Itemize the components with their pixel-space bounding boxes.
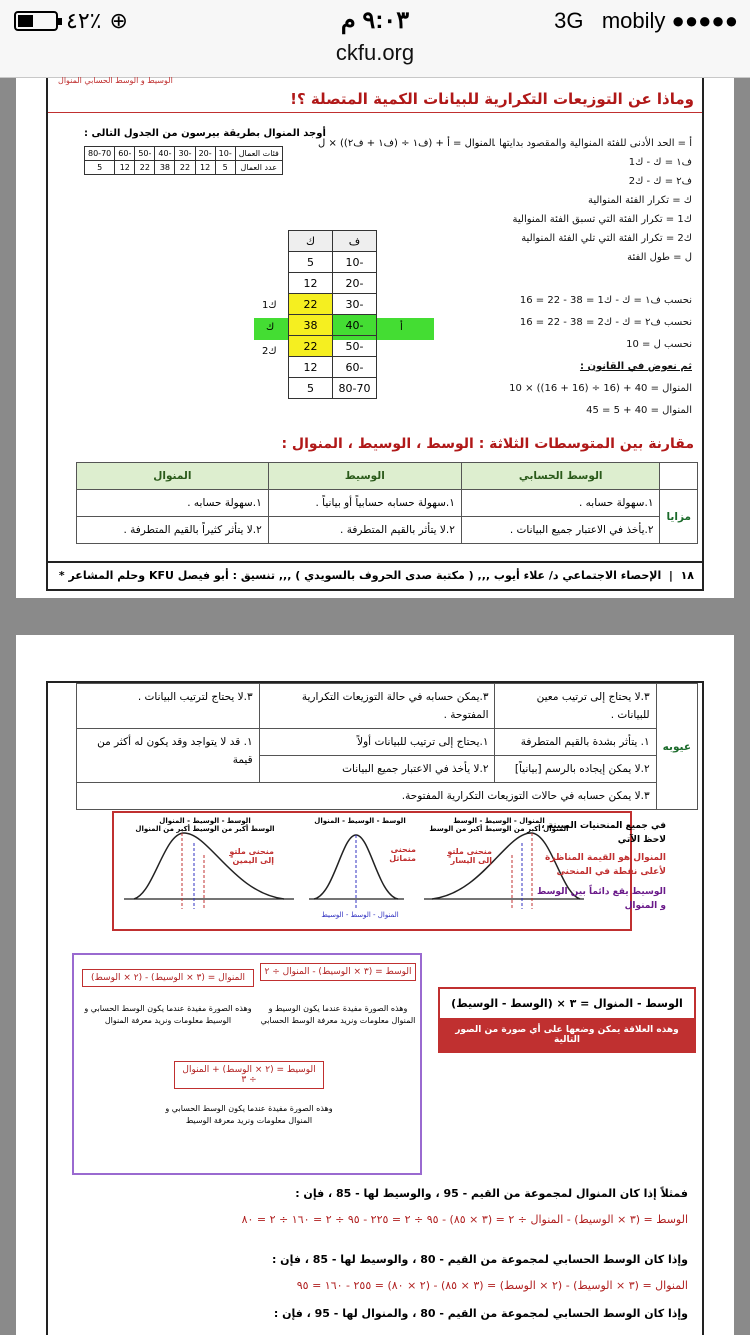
curve-right-skew-label: منحنى ملتوٍ إلى اليمين [229,847,274,865]
list-item: أ = الحد الأدنى للفئة المنوالية والمقصود بدايتها . [492,138,692,149]
table-corner [660,463,698,490]
table-cell: -60 [333,357,377,378]
main-relation-note: وهذه العلاقة يمكن وضعها على أي صورة من الصور التالية [440,1019,694,1051]
curve-right-skew-top [120,817,290,833]
curves-note [536,819,666,913]
table-cell: 5 [289,378,333,399]
table-header: الوسط الحسابي [461,463,660,490]
table-cell: 22 [135,161,155,175]
battery-percent: ٤٢٪ [66,8,102,33]
formula-mean-note: وهذه الصورة مفيدة عندما يكون الوسيط و المنوال معلومات ونريد معرفة الوسط الحسابي [260,1004,416,1025]
table-cell: 22 [289,336,333,357]
list-item: نحسب ل = 10 [626,339,692,350]
status-bar [0,0,750,40]
table-cell: -50 [135,147,155,161]
page-top-cut-text: الوسيط و الوسط الحسابي المنوال [58,76,173,85]
table-cell: ١. يتأثر بشدة بالقيم المتطرفة [495,729,656,756]
table-cell: ١.يحتاج إلى ترتيب للبيانات أولاً [259,729,495,756]
curve-caption: الوسط - الوسيط - المنوال [159,817,251,825]
tag-k2: ك2 [262,346,277,357]
table-cell: 38 [289,315,333,336]
comparison-heading: مقارنة بين المتوسطات الثلاثة : الوسط ، الوسيط ، المنوال : [281,436,694,452]
comparison-table [76,462,698,544]
document-page-2 [16,635,734,1335]
signal-icon: ●●●●● [671,8,738,33]
table-cell: ٢.لا يتأثر كثيراً بالقيم المتطرفة . [77,517,269,544]
table-cell: -30 [333,294,377,315]
example-1-question: فمثلاً إذا كان المنوال لمجموعة من القيم - 95 ، والوسيط لها - 85 ، فإن : [295,1187,688,1200]
table-header: ك [289,231,333,252]
table-cell: ٢.لا يمكن إيجاده بالرسم [بيانياً] [495,756,656,783]
page-frame [46,78,704,591]
table-cell: 22 [175,161,195,175]
formula-median: الوسيط = (٢ × الوسط) + المنوال ÷ ٣ [174,1061,324,1089]
table-cell: -10 [333,252,377,273]
table-cell: ٣.يمكن حسابه في حالة التوزيعات التكرارية المفتوحة . [259,684,495,729]
list-item: ل = طول الفئة [627,252,692,263]
curve-caption: المنوال أكبر من الوسيط أكبر من الوسط [429,825,569,833]
tag-k1: ك1 [262,300,277,311]
document-page-1 [16,78,734,598]
carrier-name: mobily [601,8,666,33]
table-cell: ٢.لا يأخذ في الاعتبار جميع البيانات [259,756,495,783]
table-cell: -50 [333,336,377,357]
table-cell: -40 [155,147,175,161]
definitions-list [482,134,692,267]
table-cell: 5 [85,161,115,175]
list-item: نحسب ف١ = ك - ك1 = 38 - 22 = 16 [519,295,692,306]
table-cell: 12 [289,273,333,294]
formula-mode-note: وهذه الصورة مفيدة عندما يكون الوسط الحسابي و الوسيط معلومات ونريد معرفة المنوال [84,1004,252,1025]
table-cell: ١. قد لا يتواجد وقد يكون له أكثر من قيمة [77,729,260,783]
clock: ٩:٠٣ م [340,7,410,34]
tag-a: أ [400,322,403,333]
example-3-question: وإذا كان الوسط الحسابي لمجموعة من القيم - 80 ، والمنوال لها - 95 ، فإن : [273,1307,688,1320]
note-line: الوسيط يقع دائماً بين الوسط و المنوال [536,887,666,911]
rotation-lock-icon: ⊕ [109,8,128,33]
table-cell: ١.سهولة حسابه حسابياً أو بيانياً . [268,490,461,517]
curve-caption: الوسط أكبر من الوسيط أكبر من المنوال [135,825,275,833]
cons-label: عيوبه [656,684,697,810]
table-header: ف [333,231,377,252]
page-footer: ١٨ | الإحصاء الاجتماعي د/ علاء أيوب ,,, ( مكتبة صدى الحروف بالسويدي ) ,,, تنسيق : أبو فيصل KFU وحلم المشاعر * [48,561,702,589]
pearson-title: أوجد المنوال بطريقة بيرسون من الجدول التالى : [84,128,326,139]
main-relation-box [438,987,696,1053]
curve-symmetric-top: الوسط - الوسيط - المنوال [314,817,406,825]
table-cell: 12 [115,161,135,175]
calculation-steps [492,290,692,422]
table-header: المنوال [77,463,269,490]
main-relation: الوسط - المنوال = ٣ × (الوسط - الوسيط) [440,989,694,1019]
formula-mode: المنوال = (٣ × الوسيط) - (٢ × الوسط) [82,969,254,987]
curve-caption: المنوال - الوسيط - الوسط [453,817,545,825]
list-item: ك2 = تكرار الفئة التي تلي الفئة المنوالية [521,233,692,244]
list-item: المنوال = 40 + 5 = 45 [586,405,692,416]
formula-mean: الوسط = (٣ × الوسيط) - المنوال ÷ ٢ [260,963,416,981]
table-cell: -20 [333,273,377,294]
table-cell: ٣.لا يحتاج إلى ترتيب معين للبيانات . [495,684,656,729]
table-cell: ١.سهولة حسابه . [77,490,269,517]
table-cell: 80-70 [85,147,115,161]
curve-symmetric-label: منحنى متماثل [389,845,416,863]
example-1-answer: الوسط = (٣ × الوسيط) - المنوال ÷ ٢ = (٣ × ٨٥) - ٩٥ ÷ ٢ = ٢٢٥ - ٩٥ ÷ ٢ = ١٦٠ ÷ ٢ = ٨٠ [241,1213,688,1226]
table-cell: 12 [195,161,215,175]
table-cell: ٣.لا يمكن حسابه في حالات التوزيعات التكرارية المفتوحة. [77,783,657,810]
table-cell: -10 [215,147,235,161]
table-cell: 38 [155,161,175,175]
page-frame [46,681,704,1335]
footer-text: الإحصاء الاجتماعي د/ علاء أيوب ,,, ( مكتبة صدى الحروف بالسويدي ) ,,, تنسيق : أبو فيصل KFU وحلم المشاعر * [58,569,662,582]
table-header: عدد العمال [235,161,282,175]
url-bar[interactable] [0,40,750,78]
table-cell: ٢.يأخذ في الاعتبار جميع البيانات . [461,517,660,544]
list-item: ف٢ = ك - ك2 [628,176,692,187]
formulas-panel [72,953,422,1175]
mode-class-table [288,230,377,399]
list-item: نحسب ف٢ = ك - ك2 = 38 - 22 = 16 [519,317,692,328]
table-cell: ٣.لا يحتاج لترتيب البيانات . [77,684,260,729]
page-number: ١٨ [680,569,694,582]
table-header: الوسيط [268,463,461,490]
curve-left-skew-label: منحنى ملتوٍ إلى اليسار [447,847,492,865]
mode-formula: المنوال = أ + (ف١ ÷ (ف١ + ف٢)) × ل [318,138,495,149]
cons-table [76,683,698,810]
list-item: ثم نعوض في القانون : [579,361,692,372]
table-cell: 22 [289,294,333,315]
url-domain[interactable]: ckfu.org [335,40,415,65]
pros-label: مزايا [660,490,698,544]
table-cell: -20 [195,147,215,161]
table-cell: -60 [115,147,135,161]
table-header: فئات العمال [235,147,282,161]
list-item: المنوال = 40 + (16 ÷ (16 + 16)) × 10 [509,383,692,394]
table-cell: ٢.لا يتأثر بالقيم المتطرفة . [268,517,461,544]
frequency-table [84,146,283,175]
list-item: ك1 = تكرار الفئة التي تسبق الفئة المنوالية [512,214,692,225]
table-cell: ١.سهولة حسابه . [461,490,660,517]
example-2-answer: المنوال = (٣ × الوسيط) - (٢ × الوسط) = (٣ × ٨٥) - (٢ × ٨٠) = ٢٥٥ - ١٦٠ = ٩٥ [296,1279,688,1292]
tag-k: ك [266,322,275,333]
formula-median-note: وهذه الصورة مفيدة عندما يكون الوسط الحسابي و المنوال معلومات ونريد معرفة الوسيط [165,1104,333,1125]
curve-symmetric-bottom: المنوال - الوسط - الوسيط [321,911,399,919]
note-line: المنوال هو القيمة المناظرة لأعلى نقطة في المنحنى [544,853,666,877]
section-heading: وماذا عن التوزيعات التكرارية للبيانات الكمية المتصلة ؟! [290,90,694,108]
table-cell: 12 [289,357,333,378]
list-item: ك = تكرار الفئة المنوالية [587,195,692,206]
status-right [554,8,738,34]
table-cell: 5 [215,161,235,175]
table-cell: 80-70 [333,378,377,399]
table-cell: 5 [289,252,333,273]
table-cell: -40 [333,315,377,336]
example-2-question: وإذا كان الوسط الحسابي لمجموعة من القيم - 80 ، والوسيط لها - 85 ، فإن : [271,1253,688,1266]
table-cell: -30 [175,147,195,161]
note-title: في جميع المنحنيات المبينة ، لاحظ الآتي [541,821,666,845]
list-item: ف١ = ك - ك1 [628,157,692,168]
network-type: 3G [554,8,584,33]
